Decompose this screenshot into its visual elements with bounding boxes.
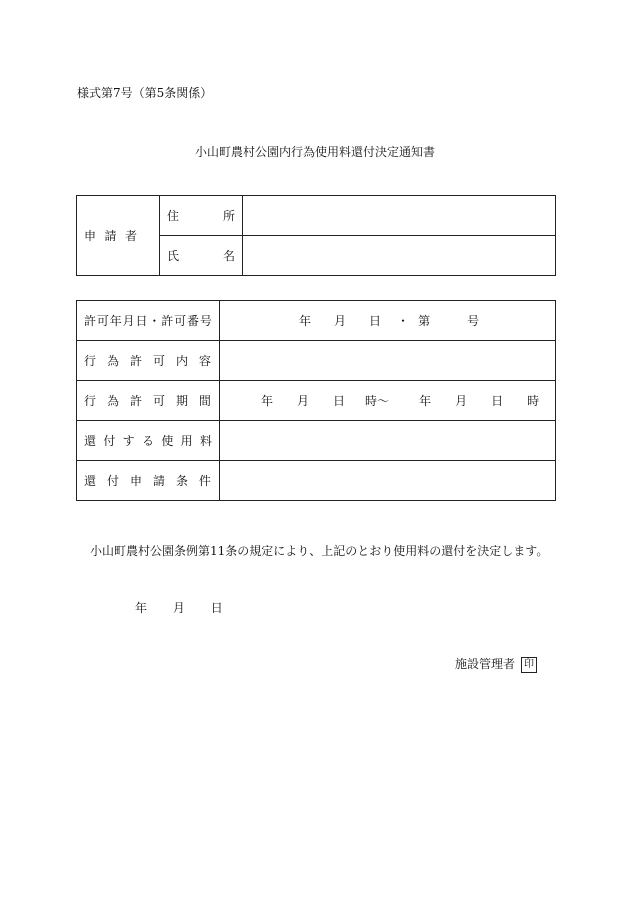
name-label: 氏 名	[160, 236, 243, 276]
permit-date-number-value[interactable]: 年 月 日 ・ 第 号	[220, 301, 556, 341]
address-value[interactable]	[243, 196, 556, 236]
permit-date-number-row	[77, 301, 556, 341]
signer-label: 施設管理者	[455, 657, 516, 671]
refund-fee-label: 還 付 す る 使 用 料	[77, 421, 220, 461]
refund-conditions-label: 還 付 申 請 条 件	[77, 461, 220, 501]
form-number: 様式第7号（第5条関係）	[77, 86, 213, 100]
permit-content-value[interactable]	[220, 341, 556, 381]
permit-period-row	[77, 381, 556, 421]
address-label: 住 所	[160, 196, 243, 236]
seal-icon: 印	[521, 657, 537, 673]
permit-content-label: 行 為 許 可 内 容	[77, 341, 220, 381]
refund-fee-row	[77, 421, 556, 461]
permit-content-row	[77, 341, 556, 381]
issue-date: 年 月 日	[135, 601, 223, 615]
refund-conditions-row	[77, 461, 556, 501]
permit-table	[76, 300, 556, 501]
document-title: 小山町農村公園内行為使用料還付決定通知書	[194, 145, 435, 159]
permit-date-number-label: 許 可 年 月 日 ・ 許 可 番 号	[77, 301, 220, 341]
refund-fee-value[interactable]	[220, 421, 556, 461]
decision-statement: 小山町農村公園条例第11条の規定により、上記のとおり使用料の還付を決定します。	[90, 544, 549, 558]
permit-period-label: 行 為 許 可 期 間	[77, 381, 220, 421]
name-value[interactable]	[243, 236, 556, 276]
applicant-label: 申 請 者	[77, 196, 160, 276]
applicant-table	[76, 195, 556, 276]
refund-conditions-value[interactable]	[220, 461, 556, 501]
signer	[455, 655, 537, 673]
permit-period-value[interactable]: 年 月 日 時〜 年 月 日 時	[220, 381, 556, 421]
